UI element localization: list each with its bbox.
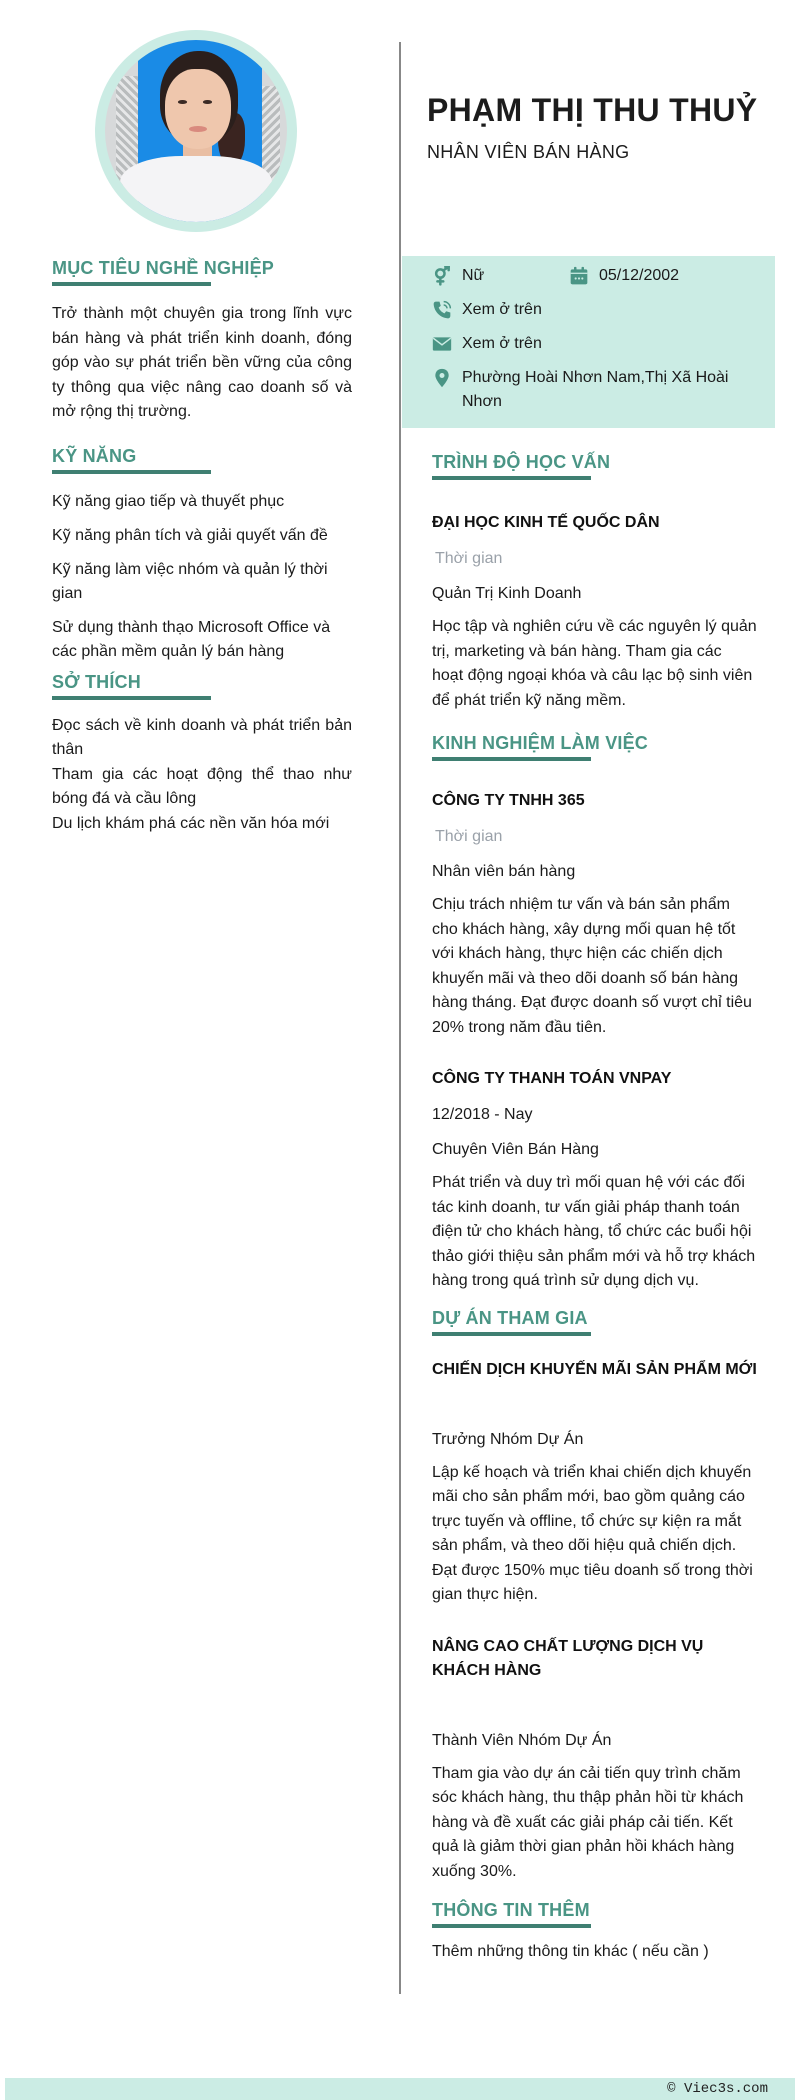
project-name: NÂNG CAO CHẤT LƯỢNG DỊCH VỤ KHÁCH HÀNG <box>432 1637 704 1679</box>
hobbies-list <box>52 714 352 837</box>
section-title-skills: KỸ NĂNG <box>52 445 137 466</box>
section-hobbies <box>52 670 352 837</box>
experience-description: Chịu trách nhiệm tư vấn và bán sản phẩm cho khách hàng, xây dựng mối quan hệ tốt với khách hàng, thực hiện các chiến dịch khuyến mãi và theo dõi doanh số bán hàng hàng tháng. Đạt được doanh số vượt chỉ tiêu 20% trong năm đầu tiên. <box>432 896 752 1036</box>
contact-phone <box>432 299 775 333</box>
gender-icon <box>432 265 462 287</box>
section-additional-info <box>432 1898 757 1965</box>
calendar-icon <box>569 265 599 287</box>
company-name: CÔNG TY THANH TOÁN VNPAY <box>432 1070 672 1087</box>
contact-birthday <box>569 265 679 287</box>
project-entry <box>432 1358 757 1608</box>
right-column <box>432 450 757 1965</box>
section-title-additional: THÔNG TIN THÊM <box>432 1900 590 1920</box>
experience-time: Thời gian <box>435 828 503 845</box>
contact-row-gender-birthday <box>432 265 775 299</box>
gender-value: Nữ <box>462 267 485 284</box>
candidate-name: PHẠM THỊ THU THUỶ <box>427 92 758 128</box>
education-entry <box>432 511 757 713</box>
project-entry <box>432 1635 757 1885</box>
footer-bar <box>5 2078 795 2100</box>
project-description: Lập kế hoạch và triển khai chiến dịch khuyến mãi cho sản phẩm mới, bao gồm quảng cáo trực tuyến và offline, tổ chức sự kiện ra mắt sản phẩm, và theo dõi hiệu quả chiến dịch. Đạt được 150% mục tiêu doanh số trong thời gian thực hiện. <box>432 1463 753 1603</box>
phone-icon <box>432 299 462 321</box>
additional-text: Thêm những thông tin khác ( nếu cần ) <box>432 1943 709 1960</box>
copyright-text: © Viec3s.com <box>667 2081 768 2097</box>
contact-address <box>432 367 775 414</box>
project-description: Tham gia vào dự án cải tiến quy trình chăm sóc khách hàng, thu thập phản hồi từ khách hàng và đề xuất các giải pháp cải tiến. Kết quả là giảm thời gian phản hồi khách hàng xuống 30%. <box>432 1764 744 1880</box>
section-title-projects: DỰ ÁN THAM GIA <box>432 1307 588 1328</box>
experience-time: 12/2018 - Nay <box>432 1106 533 1123</box>
company-name: CÔNG TY TNHH 365 <box>432 792 585 809</box>
birthday-value: 05/12/2002 <box>599 267 680 284</box>
experience-entry <box>432 1067 757 1294</box>
section-title-objective: MỤC TIÊU NGHỀ NGHIỆP <box>52 258 275 278</box>
candidate-job-title: NHÂN VIÊN BÁN HÀNG <box>427 142 630 162</box>
section-underline <box>432 476 591 480</box>
skill-item: Kỹ năng giao tiếp và thuyết phục <box>52 492 285 510</box>
section-underline <box>432 1924 591 1928</box>
skills-list <box>52 490 352 664</box>
experience-role: Nhân viên bán hàng <box>432 863 576 880</box>
section-projects <box>432 1306 757 1885</box>
section-underline <box>432 757 591 761</box>
education-time: Thời gian <box>435 550 503 567</box>
section-title-education: TRÌNH ĐỘ HỌC VẤN <box>432 452 611 472</box>
hobby-item: Tham gia các hoạt động thể thao như bóng đá và cầu lông <box>52 765 352 807</box>
hobby-item: Đọc sách về kinh doanh và phát triển bản thân <box>52 716 352 758</box>
school-name: ĐẠI HỌC KINH TẾ QUỐC DÂN <box>432 514 660 531</box>
address-value: Phường Hoài Nhơn Nam,Thị Xã Hoài Nhơn <box>462 369 729 410</box>
phone-value: Xem ở trên <box>462 301 542 318</box>
left-column <box>52 256 352 836</box>
skill-item: Sử dụng thành thạo Microsoft Office và các phần mềm quản lý bán hàng <box>52 618 331 660</box>
experience-entry <box>432 789 757 1040</box>
section-underline <box>52 696 211 700</box>
hobby-item: Du lịch khám phá các nền văn hóa mới <box>52 814 330 832</box>
skill-item: Kỹ năng làm việc nhóm và quản lý thời gian <box>52 560 328 602</box>
contact-email <box>432 333 775 367</box>
section-title-experience: KINH NGHIỆM LÀM VIỆC <box>432 733 649 753</box>
section-underline <box>52 282 211 286</box>
email-icon <box>432 333 462 355</box>
skill-item: Kỹ năng phân tích và giải quyết vấn đề <box>52 526 328 544</box>
project-role: Trưởng Nhóm Dự Án <box>432 1430 584 1448</box>
contact-gender <box>432 265 569 287</box>
section-underline <box>52 470 211 474</box>
avatar <box>95 30 297 232</box>
education-description: Học tập và nghiên cứu về các nguyên lý quản trị, marketing và bán hàng. Tham gia các hoạt động ngoại khóa và câu lạc bộ sinh viên để phát triển kỹ năng mềm. <box>432 618 757 709</box>
location-pin-icon <box>432 367 462 389</box>
section-title-hobbies: SỞ THÍCH <box>52 671 141 692</box>
objective-text: Trở thành một chuyên gia trong lĩnh vực bán hàng và phát triển kinh doanh, đóng góp vào sự phát triển bền vững của công ty thông qua việc nâng cao doanh số và mở rộng thị trường. <box>52 305 352 420</box>
email-value: Xem ở trên <box>462 335 542 352</box>
project-role: Thành Viên Nhóm Dự Án <box>432 1731 612 1749</box>
section-objective <box>52 256 352 425</box>
section-experience <box>432 731 757 1294</box>
section-underline <box>432 1332 591 1336</box>
column-divider <box>399 42 401 1994</box>
project-name: CHIẾN DỊCH KHUYẾN MÃI SẢN PHẨM MỚI <box>432 1360 757 1378</box>
education-major: Quản Trị Kinh Doanh <box>432 585 582 602</box>
section-skills <box>52 444 352 664</box>
profile-photo <box>105 40 287 222</box>
experience-role: Chuyên Viên Bán Hàng <box>432 1141 599 1158</box>
section-education <box>432 450 757 713</box>
experience-description: Phát triển và duy trì mối quan hệ với các đối tác kinh doanh, tư vấn giải pháp thanh toán điện tử cho khách hàng, tổ chức các buổi hội thảo giới thiệu sản phẩm mới và hỗ trợ khách hàng trong quá trình sử dụng dịch vụ. <box>432 1174 756 1289</box>
contact-info-panel <box>402 256 775 428</box>
